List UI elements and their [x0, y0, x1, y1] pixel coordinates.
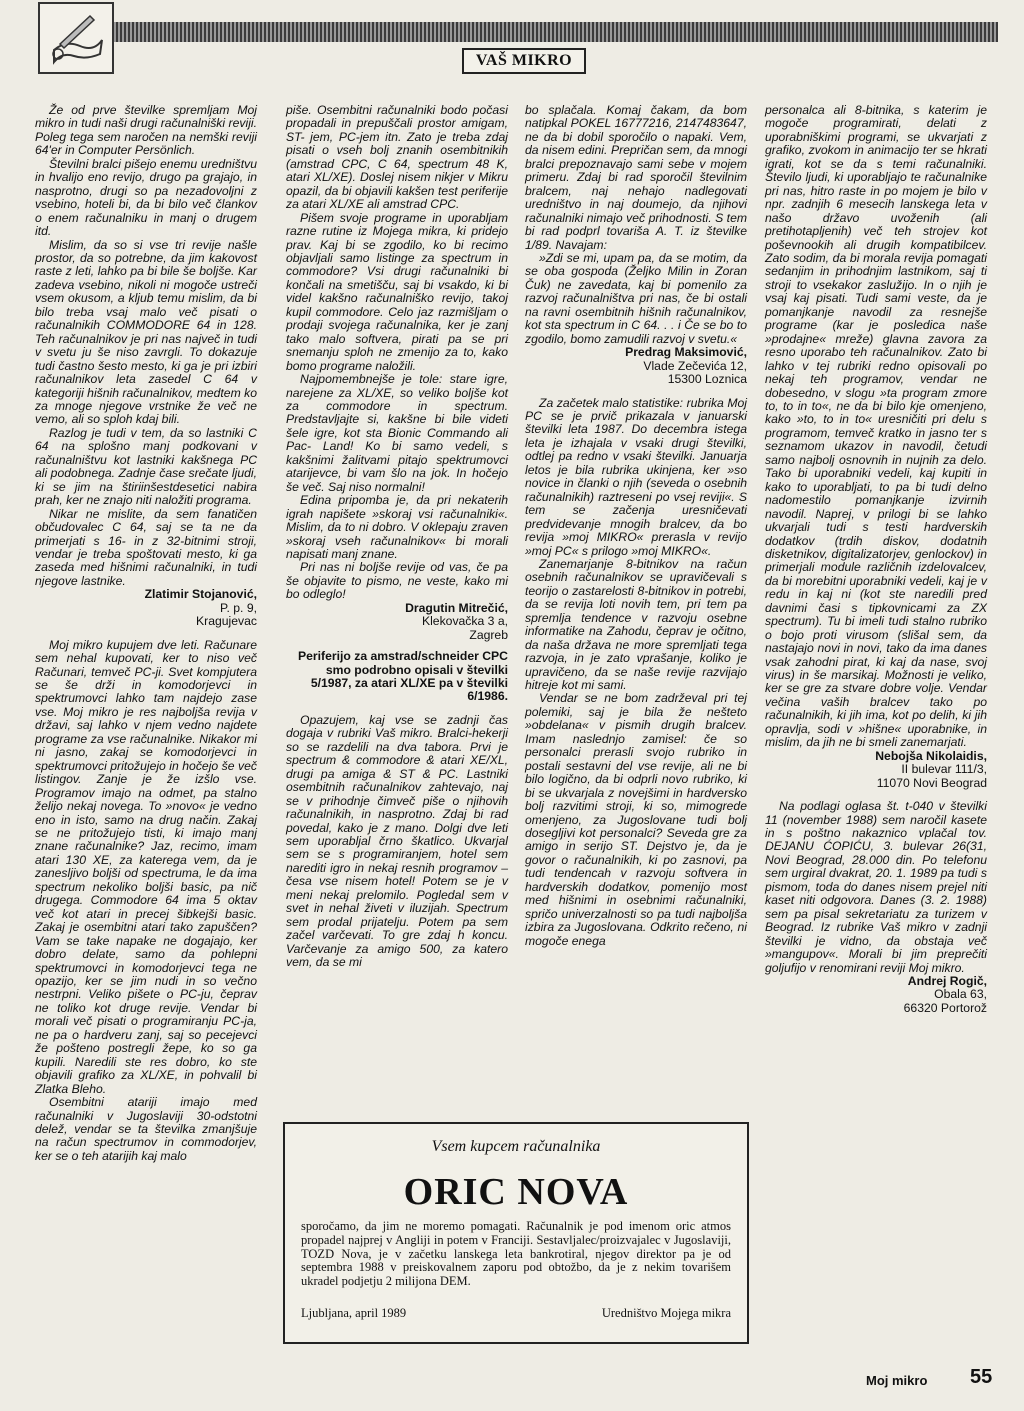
letter-paragraph: »Zdi se mi, upam pa, da se motim, da se oba gospoda (Željko Milin in Zoran Čuk) ne zavedata, kaj bi pomenilo za razvoj računalništva pri nas, če bi ostali na ravni osembitnih hišnih računalnikov, kot sta spectrum in C 64. . . i Če se bo to zgodilo, bomo zamudili razvoj v svetu.«: [525, 250, 747, 346]
letter-paragraph: Opazujem, kaj vse se zadnji čas dogaja v rubriki Vaš mikro. Bralci-hekerji so se razdelili na dva tabora. Prvi je spectrum & commodore & atari XE/XL, drugi pa amiga & ST & PC. Lastniki osembitnih računalnikov zahtevajo, naj se v prihodnje čimveč piše o njihovih računalnikih, in nasprotno. Zdaj bi rad povedal, kako je z mano. Dolgi dve leti sem uporabljal črno škatlico. Ukvarjal sem se s programiranjem, hotel sem narediti igro in nekaj resnih programov – česa vse nisem hotel! Potem se je v meni nekaj prelomilo. Pogledal sem v svet in nehal živeti v iluzijah. Spectrum sem prodal prijatelju. Potem pa sem začel varčevati. To gre zdaj h koncu. Varčevanje za amigo 500, za katero vem, da se mi: [286, 712, 508, 970]
letter-address: 66320 Portorož: [903, 1000, 987, 1015]
letter-paragraph: Za začetek malo statistike: rubrika Moj PC se je prvič prikazala v januarski številki leta 1987. Do decembra istega leta je izhajala v vsaki drugi številki, odtlej pa redno v vsaki številki. Januarja letos je bila rubrika ukinjena, ker »so novice in članki o njih (seveda o osebnih računalnikih) raztreseni po vsej reviji«. S tem se začenja uresničevati predvidevanje mnogih bralcev, da bo revija »moj MIKRO« prerasla v revijo »moj PC« s prilogo »moj MIKRO«.: [525, 395, 747, 558]
letter-paragraph: Pri nas ni boljše revije od vas, če pa še objavite to pismo, ne veste, kako mi bo odleglo!: [286, 560, 508, 602]
page-number: 55: [970, 1366, 993, 1388]
footer-magazine-name: Moj mikro: [866, 1373, 928, 1388]
letter-address: 11070 Novi Beograd: [876, 775, 987, 790]
letter-paragraph: Številni bralci pišejo enemu uredništvu in hvalijo eno revijo, drugo pa grajajo, in nasprotno, drugi so pa nezadovoljni z vsebino, hoteli bi, da bi bilo več člankov o enem računalniku in manj o drugem itd.: [35, 156, 257, 239]
letter-paragraph: Nikar ne mislite, da sem fanatičen občudovalec C 64, saj se ta ne da primerjati s 16- in z 32-bitnimi stroji, vendar je treba spoštovati mesto, ki ga zaseda med hišnimi računalniki, in tudi njegove lastnike.: [35, 506, 257, 588]
letter-signature: Andrej Rogič,: [907, 974, 987, 988]
notice-body: sporočamo, da jim ne moremo pomagati. Računalnik je pod imenom oric atmos propadel najprej v Angliji in potem v Franciji. Sestavljalec/proizvajalec v Jugoslaviji, TOZD Nova, je v začetku lanskega leta bankrotiral, njegov direktor pa je od septembra 1988 v preiskovalnem zaporu pod obtožbo, da je z nekim tovarišem ukradel podjetju 2 milijona DEM.: [301, 1219, 731, 1289]
column-3: [525, 104, 747, 948]
letter-address: P. p. 9,: [219, 600, 257, 615]
letter-signature: Dragutin Mitrečić,: [405, 600, 508, 615]
letter-signature: Predrag Maksimović,: [625, 345, 747, 360]
quill-scroll-icon: [38, 2, 114, 74]
letter-signature: Nebojša Nikolaidis,: [875, 748, 987, 763]
letter-address: Obala 63,: [934, 987, 987, 1002]
letter-paragraph: Že od prve številke spremljam Moj mikro in tudi naši drugi računalniški reviji. Poleg tega sem naročen na nemški reviji 64'er in Computer Persönlich.: [35, 103, 257, 158]
letter-paragraph: Osembitni atariji imajo med računalniki v Jugoslaviji 30-odstotni delež, vendar se ta številka zmanjšuje na račun spectrumov in commodorjev, ker se o teh atarijih kaj malo: [35, 1095, 257, 1163]
letter-paragraph: piše. Osembitni računalniki bodo počasi propadali in prepuščali prostor amigam, ST- jem, PC-jem itn. Zato je treba zdaj pisati o vseh bolj znanih osembitnikih (amstrad CPC, C 64, spectrum 48 K, atari XL/XE). Doslej nisem nikjer v Mikru opazil, da bi objavili kakšen test periferije za atari XL/XE ali amstrad CPC.: [286, 103, 508, 212]
letter-address: Kragujevac: [196, 614, 257, 629]
letter-paragraph: Najpomembnejše je tole: stare igre, narejene za XL/XE, so veliko boljše kot za commodore in spectrum. Predstavljajte si, kakšne bi bile videti šele igre, kot sta Bionic Commando ali Pac- Land! Ko bi samo vedeli, s kakšnimi žalitvami pitajo spektrumovci atarijevce, bi vam šlo na jok. In hočejo še več. Saj niso normalni!: [286, 372, 508, 494]
letter-paragraph: Edina pripomba je, da pri nekaterih igrah napišete »skoraj vsi računalniki«. Mislim, da to ni dobro. V oklepaju zraven »skoraj vseh računalnikov« bi morali napisati manj znane.: [286, 493, 508, 561]
letter-paragraph: Na podlagi oglasa št. t-040 v številki 11 (november 1988) sem naročil kasete in s poštno nakaznico vplačal tov. DEJANU ĆOPIĆU, 3. bulevar 26(31, Novi Beograd, 28.000 din. Po telefonu sem urgiral dvakrat, 20. 1. 1989 pa tudi s pismom, toda do danes nisem prejel niti kaset niti odgovora. Danes (3. 2. 1988) sem pa pisal sekretariatu za turizem v Beograd. Iz rubrike Vaš mikro v zadnji številki je vidno, da obstaja več »mangupov«. Morali bi jim preprečiti goljufijo v renomirani reviji Moj mikro.: [765, 799, 987, 975]
letter-paragraph: Razlog je tudi v tem, da so lastniki C 64 na splošno manj podkovani v računalništvu kot lastniki kakšnega PC ali podobnega. Zadnje čase srečate ljudi, ki se jim na štiriinšestdesetici nabira prah, ker ne znajo niti naložiti programa.: [35, 425, 257, 508]
letter-address: II bulevar 111/3,: [901, 762, 987, 777]
letter-paragraph: Zanemarjanje 8-bitnikov na račun osebnih računalnikov se upravičevali s teorijo o zastarelosti 8-bitnikov in potrebi, da se revija loti novih tem, pri tem pa spremlja tendence v razvoju osebne informatike na Zahodu, čeprav je očitno, da naša država ne more spremljati tega razvoja, in je zato vprašanje, koliko je upravičeno, da se naše revije razvijajo hitreje kot mi sami.: [525, 556, 747, 693]
notice-title: ORIC NOVA: [403, 1171, 629, 1213]
letter-paragraph: Moj mikro kupujem dve leti. Računare sem nehal kupovati, ker to niso več Računari, temveč PC-ji. Svet kompjutera se še drži in komodorjevci in spektrumovci lahko tam najdejo zase vse. Moj mikro je res najboljša revija v državi, saj lahko v njem vedno najdete programe za vse računalnike. Nikakor mi ni jasno, zakaj se komodorjevci in spektrumovci pritožujejo in hočejo še več listingov. Zanje je že izšlo vse. Programov imajo na odmet, pa stalno želijo nekaj novega. To »novo« je vedno eno in isto, samo na drug način. Zakaj se ne pritožujejo tisti, ki imajo manj znane računalnike? Jaz, recimo, imam atari 130 XE, za katerega vem, da je zanesljivo boljši od spectruma, le da ima spectrum nekoliko boljši basic, pa nič drugega. Commodore 64 ima 5 oktav več kot atari in precej šibkejši basic. Zakaj je osembitni atari tako zapuščen? Vam se take napake ne dogajajo, ker dobro delate, samo da pohlepni spektrumovci in komodorjevci tega ne opazijo, ker se jim nudi in so večno nestrpni. Veliko pišete o PC-ju, čeprav ne toliko kot druge revije. Vendar bi morali več pisati o programiranju PC-ja, ne pa o hardveru zanj, saj so pecejevci že pošteno postregli žepe, ko so ga kupili. Naredili ste res dobro, ko ste objavili grafiko za XL/XE, in pohvalil bi Zlatka Bleho.: [35, 637, 257, 1096]
letter-address: Zagreb: [469, 627, 508, 642]
notice-signature: Uredništvo Mojega mikra: [601, 1306, 731, 1320]
header-rule: [40, 22, 998, 42]
notice-place-date: Ljubljana, april 1989: [301, 1306, 407, 1320]
letter-address: Vlade Zečevića 12,: [643, 358, 747, 373]
letter-address: 15300 Loznica: [667, 372, 747, 387]
oric-nova-notice: [283, 1122, 749, 1344]
editor-reply: Periferijo za amstrad/schneider CPC smo podrobno opisali v številki 5/1987, za atari XL/XE pa v številki 6/1986.: [298, 649, 508, 704]
column-4: [765, 104, 987, 1015]
letter-address: Klekovačka 3 a,: [421, 614, 508, 629]
letter-paragraph: Pišem svoje programe in uporabljam razne rutine iz Mojega mikra, ki pridejo prav. Kaj bi se zgodilo, ko bi recimo objavljali samo listinge za spectrum in commodore? Vsi drugi računalniki bi končali na smetišču, saj bi vsakdo, ki bi videl kakšno računalniško revijo, takoj kupil commodore. Celo jaz razmišljam o prodaji svojega računalnika, ker je zanj tako malo softvera, pirati pa se pri snemanju sploh ne zmenijo za to, kako bomo programe naložili.: [286, 210, 508, 373]
section-label: VAŠ MIKRO: [462, 48, 586, 74]
letter-signature: Zlatimir Stojanović,: [144, 587, 257, 602]
letter-paragraph: Vendar se ne bom zadrževal pri tej polemiki, saj je bila že nešteto »obdelana« v pismih drugih bralcev. Imam naslednjo zamisel: če so personalci prerasli svojo rubriko in postali sestavni del vse revije, ali ne bi bilo logično, da bi odprli novo rubriko, ki bi se ukvarjala z novejšimi in hardversko bolj razvitimi stroji, ki so, mimogrede omenjeno, za Jugoslovane tudi bolj dosegljivi kot personalci? Seveda gre za amigo in serijo ST. Dejstvo je, da je govor o računalnikih, ki po zasnovi, pa tudi tendencah v razvoju softvera in hardverskih dodatkov, pomenijo most med hišnimi in osebnimi računalniki, spričo univerzalnosti so pa tudi najboljša izbira za Jugoslovana. Odkrito rečeno, ni mogoče enega: [525, 691, 747, 948]
column-1: [35, 104, 257, 1163]
letter-paragraph: personalca ali 8-bitnika, s katerim je mogoče programirati, delati z uporabniškimi programi, se ukvarjati z grafiko, zvokom in animacijo ter se hkrati igrati, kot se da s temi računalniki. Število ljudi, ki uporabljajo te računalnike pri nas, hitro raste in po mojem je bilo v npr. zadnjih 6 mesecih lanskega leta v našo državo uvoženih (ali pretihotapljenih) več teh strojev kot poševnookih ali drugih kompatibilcev. Zato sodim, da bi morala revija pomagati sedanjim in prihodnjim lastnikom, saj ti stroji to vsekakor zaslužijo. In o njih je vsaj kaj pisati. Tudi sami veste, da je pomanjkanje navodil za resnejše programe (kar je posledica naše »prodajne« mreže) glavna zavora za resno uporabo teh računalnikov. Zato bi lahko v tej rubriki redno opisovali po nekaj teh programov, vendar ne dobesedno, v slogu »ta program zmore to, to in to«, ne da bi bilo kje omenjeno, kako »to, to in to« uresničiti pri delu s programom, temveč kratko in jasno ter s seznamom ukazov in navodil, četudi samo najbolj osnovnih in nujnih za delo. Tako bi uporabniki vedeli, kaj kupiti in kako to uporabljati, to pa bi tudi delno nadomestilo pomanjkanje izvirnih navodil. Naprej, v prilogi bi se lahko ukvarjali tudi s testi hardverskih dodatkov (trdih diskov, dodatnih disketnikov, digitalizatorjev, genlockov) in primerjali module različnih izdelovalcev, da bi morebitni uporabniki vedeli, kaj je v redu in kaj ni (kot ste naredili pred davnimi časi s tipkovnicami za ZX spectrum). Tu bi imeli tudi stalno rubriko o bojo proti virusom (slišal sem, da nastajajo novi in novi, tako da ima danes vsak zahodni pirat, ki kaj da nase, svoj virus) in še marsikaj. Možnosti je veliko, ker se gre za stvare dobre volje. Vendar večina vaših bralcev tako po računalnikih, ki jih ima, kot po delih, ki jih opravlja, sodi v »hišne« uporabnike, in mislim, da jih ne bi smeli zanemarjati.: [765, 103, 987, 750]
notice-intro: Vsem kupcem računalnika: [431, 1138, 601, 1155]
column-2: [286, 104, 508, 970]
letter-paragraph: Mislim, da so si vse tri revije našle prostor, da so potrebne, da jim kakovost raste z leti, lahko pa bi bile še boljše. Kar zadeva vsebino, nikoli ni mogoče ustreči vsem okusom, a kljub temu mislim, da bi bilo treba vsaj malo več pisati o računalnikih COMMODORE 64 in 128. Teh računalnikov je pri nas največ in tudi v svetu ju še niso zavrgli. To dokazuje tudi častno šesto mesto, ki ga je pri izbiri računalnikov leta zasedel C 64 v kategoriji hišnih računalnikov, medtem ko za mnoge njegove vrstnike že več ne vemo, ali so sploh kdaj bili.: [35, 237, 257, 427]
letter-paragraph: bo splačala. Komaj čakam, da bom natipkal POKEL 16777216, 2147483647, ne da bi dobil sporočilo o napaki. Vem, da nisem edini. Prepričan sem, da mnogi bralci prepoznavajo sami sebe v mojem primeru. Zdaj bi rad sporočil številnim bralcem, naj nehajo nadlegovati uredništvo in naj doumejo, da njihovi računalniki nimajo več prihodnosti. S tem bi rad podprl tovariša A. T. iz številke 1/89. Navajam:: [525, 103, 747, 252]
